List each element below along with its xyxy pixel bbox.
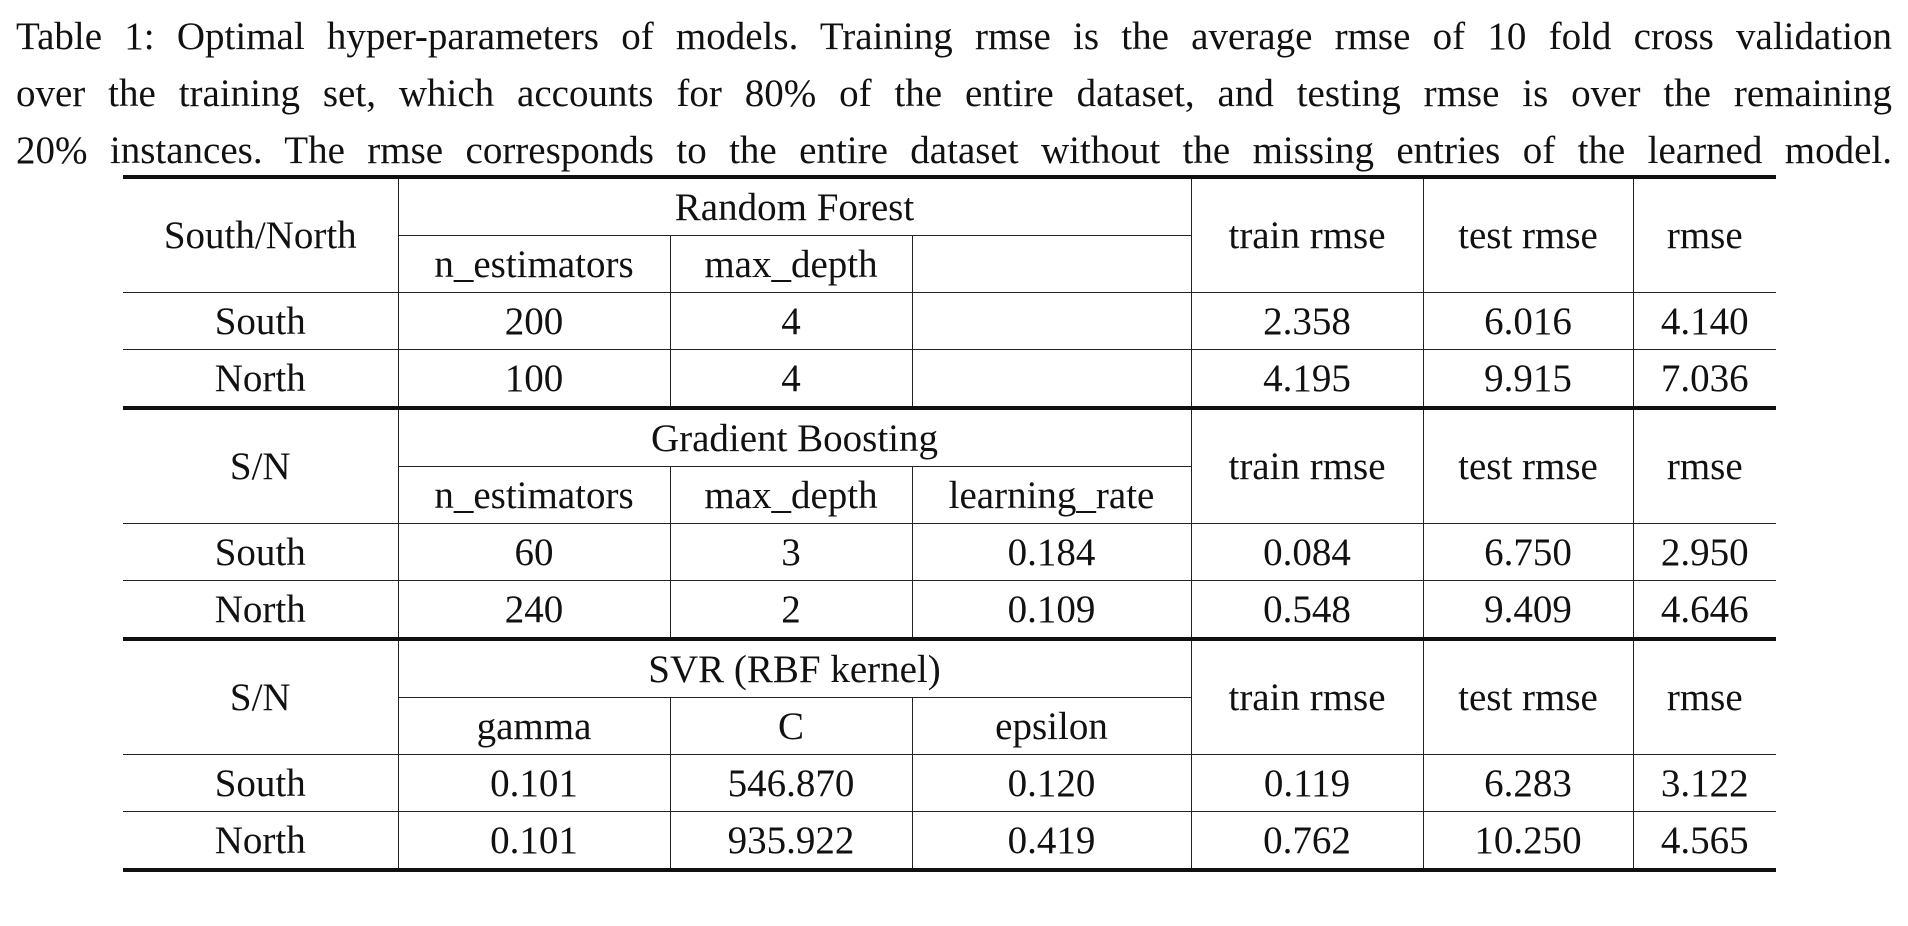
id-header: S/N: [123, 408, 398, 524]
test-rmse-header: test rmse: [1423, 177, 1633, 293]
rmse-cell: 3.122: [1633, 755, 1776, 812]
param-cell: 0.419: [912, 812, 1191, 871]
param-header: max_depth: [670, 467, 912, 524]
rmse-cell: 7.036: [1633, 350, 1776, 409]
test-rmse-cell: 9.409: [1423, 581, 1633, 640]
header-row: [123, 639, 1776, 698]
model-name: Gradient Boosting: [398, 408, 1191, 467]
rmse-header: rmse: [1633, 177, 1776, 293]
param-header: [912, 236, 1191, 293]
param-header: n_estimators: [398, 467, 670, 524]
region-cell: South: [123, 755, 398, 812]
rmse-cell: 4.646: [1633, 581, 1776, 640]
test-rmse-cell: 6.016: [1423, 293, 1633, 350]
caption-line-1: Table 1: Optimal hyper-parameters of models. Training rmse is the average rmse of 10 fold cross validation: [16, 15, 1892, 58]
param-cell: 200: [398, 293, 670, 350]
param-cell: 2: [670, 581, 912, 640]
region-cell: South: [123, 293, 398, 350]
train-rmse-cell: 0.084: [1191, 524, 1423, 581]
param-cell: [912, 293, 1191, 350]
train-rmse-cell: 4.195: [1191, 350, 1423, 409]
rmse-cell: 4.565: [1633, 812, 1776, 871]
caption-line-3: 20% instances. The rmse corresponds to the entire dataset without the missing entries of the learned model.: [16, 129, 1892, 172]
test-rmse-header: test rmse: [1423, 408, 1633, 524]
param-cell: 60: [398, 524, 670, 581]
train-rmse-cell: 0.548: [1191, 581, 1423, 640]
param-cell: 546.870: [670, 755, 912, 812]
param-cell: 0.101: [398, 812, 670, 871]
param-cell: 4: [670, 293, 912, 350]
param-header: epsilon: [912, 698, 1191, 755]
table-row: [123, 350, 1776, 409]
test-rmse-header: test rmse: [1423, 639, 1633, 755]
table-row: [123, 524, 1776, 581]
model-name: SVR (RBF kernel): [398, 639, 1191, 698]
param-cell: 0.109: [912, 581, 1191, 640]
table-caption: [16, 8, 1892, 179]
region-cell: North: [123, 581, 398, 640]
id-header: S/N: [123, 639, 398, 755]
param-header: learning_rate: [912, 467, 1191, 524]
rmse-header: rmse: [1633, 408, 1776, 524]
param-header: n_estimators: [398, 236, 670, 293]
param-cell: 240: [398, 581, 670, 640]
param-header: C: [670, 698, 912, 755]
train-rmse-header: train rmse: [1191, 408, 1423, 524]
region-cell: South: [123, 524, 398, 581]
hyperparameter-table: [123, 175, 1776, 872]
table-row: [123, 293, 1776, 350]
table-row: [123, 812, 1776, 871]
param-cell: 0.120: [912, 755, 1191, 812]
caption-line-2: over the training set, which accounts for 80% of the entire dataset, and testing rmse is over the remaining: [16, 72, 1892, 115]
header-row: [123, 177, 1776, 236]
region-cell: North: [123, 350, 398, 409]
param-header: max_depth: [670, 236, 912, 293]
train-rmse-header: train rmse: [1191, 639, 1423, 755]
id-header: South/North: [123, 177, 398, 293]
train-rmse-cell: 0.762: [1191, 812, 1423, 871]
param-header: gamma: [398, 698, 670, 755]
model-name: Random Forest: [398, 177, 1191, 236]
train-rmse-header: train rmse: [1191, 177, 1423, 293]
train-rmse-cell: 0.119: [1191, 755, 1423, 812]
param-cell: 4: [670, 350, 912, 409]
header-row: [123, 408, 1776, 467]
test-rmse-cell: 6.750: [1423, 524, 1633, 581]
train-rmse-cell: 2.358: [1191, 293, 1423, 350]
param-cell: 935.922: [670, 812, 912, 871]
param-cell: [912, 350, 1191, 409]
param-cell: 100: [398, 350, 670, 409]
rmse-header: rmse: [1633, 639, 1776, 755]
param-cell: 3: [670, 524, 912, 581]
region-cell: North: [123, 812, 398, 871]
param-cell: 0.101: [398, 755, 670, 812]
rmse-cell: 2.950: [1633, 524, 1776, 581]
rmse-cell: 4.140: [1633, 293, 1776, 350]
param-cell: 0.184: [912, 524, 1191, 581]
table-row: [123, 755, 1776, 812]
test-rmse-cell: 9.915: [1423, 350, 1633, 409]
test-rmse-cell: 6.283: [1423, 755, 1633, 812]
test-rmse-cell: 10.250: [1423, 812, 1633, 871]
table-row: [123, 581, 1776, 640]
